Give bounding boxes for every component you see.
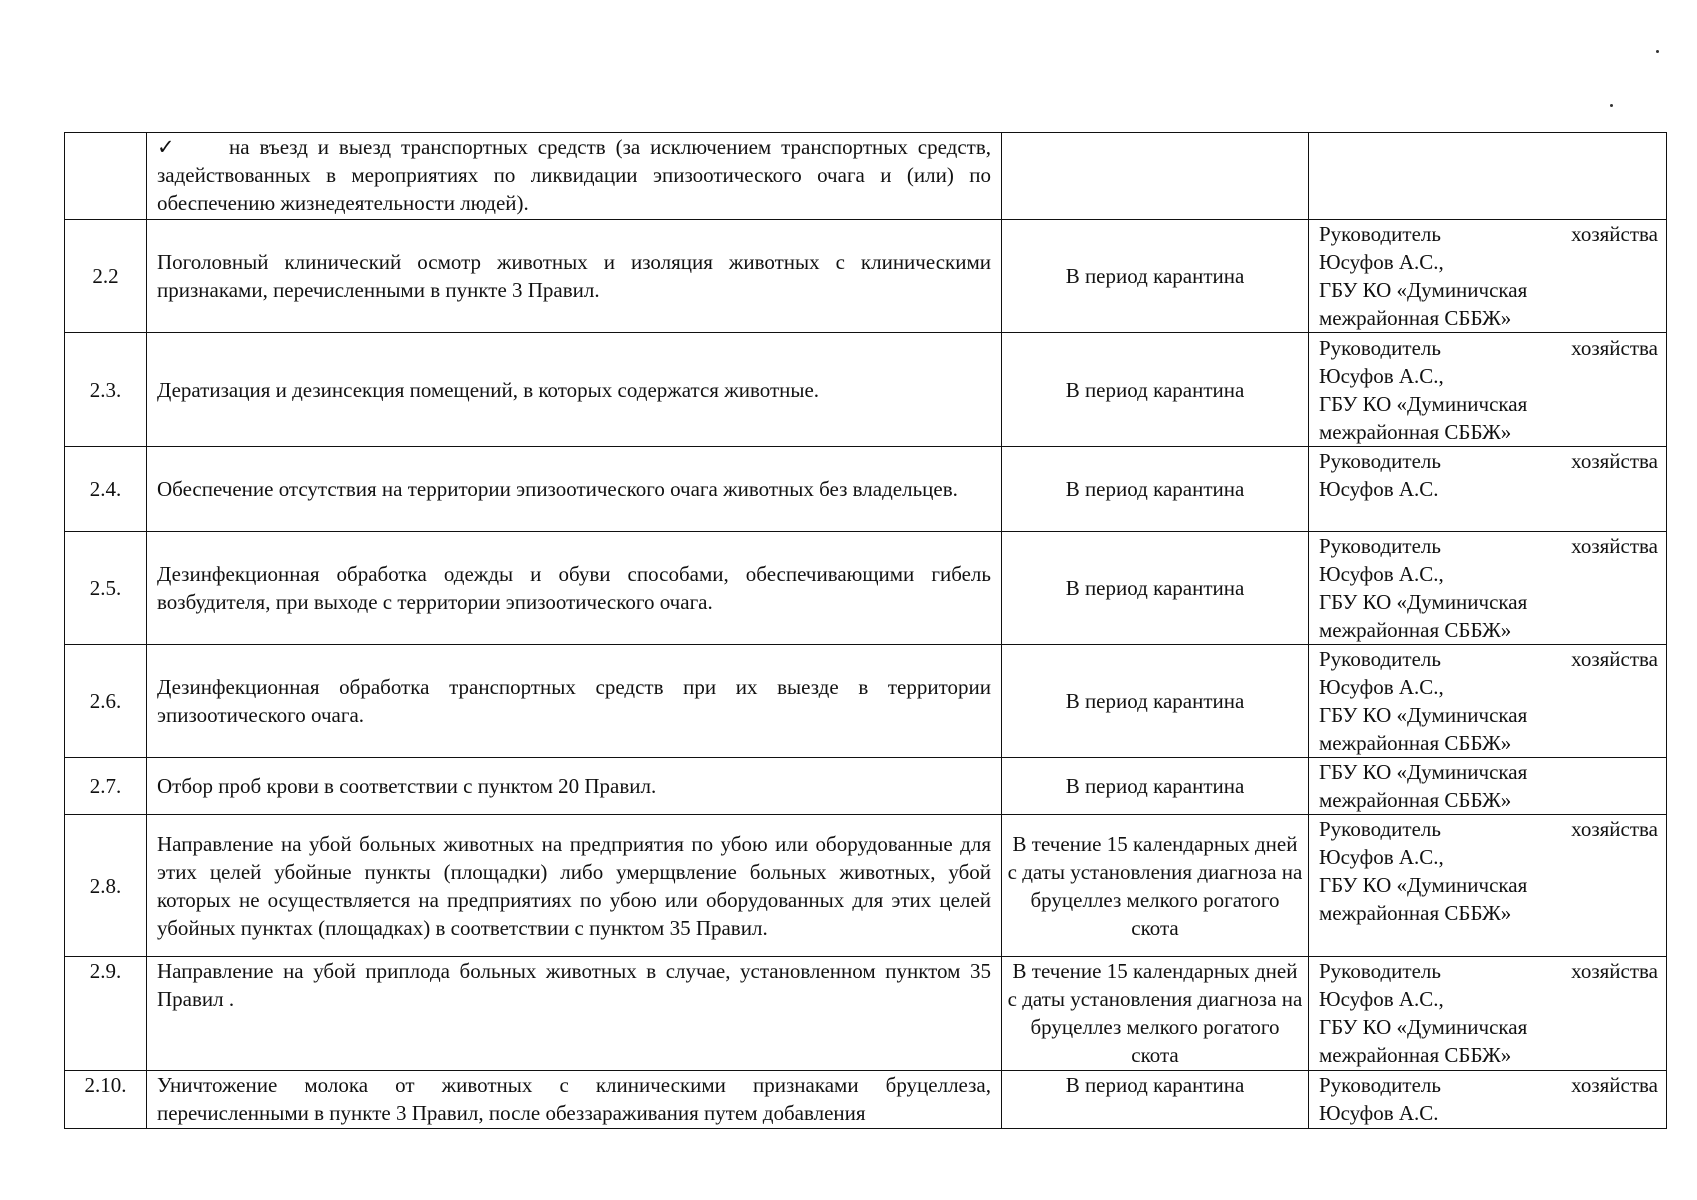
action-cell: Обеспечение отсутствия на территории эпизоотического очага животных без владельцев.	[147, 447, 1002, 532]
row-number: 2.7.	[65, 758, 147, 815]
responsible-line: ГБУ КО «Думиничская	[1319, 1015, 1528, 1039]
responsible-head: Руководитель хозяйства	[1319, 959, 1658, 983]
responsible-line: Юсуфов А.С.,	[1319, 675, 1444, 699]
responsible-head: Руководитель хозяйства	[1319, 222, 1658, 246]
responsible-cell	[1309, 532, 1667, 645]
responsible-cell	[1309, 815, 1667, 957]
responsible-line: ГБУ КО «Думиничская	[1319, 760, 1528, 784]
term-cell: В течение 15 календарных дней с даты установления диагноза на бруцеллез мелкого рогатого скота	[1002, 957, 1309, 1071]
row-number: 2.2	[65, 220, 147, 333]
responsible-line: межрайонная СББЖ»	[1319, 731, 1512, 755]
action-cell: Дератизация и дезинсекция помещений, в которых содержатся животные.	[147, 333, 1002, 447]
responsible-line: ГБУ КО «Думиничская	[1319, 703, 1528, 727]
term-cell: В период карантина	[1002, 333, 1309, 447]
responsible-line: Юсуфов А.С.,	[1319, 250, 1444, 274]
action-cell: Отбор проб крови в соответствии с пунктом 20 Правил.	[147, 758, 1002, 815]
table-row	[65, 645, 1667, 758]
responsible-cell	[1309, 333, 1667, 447]
responsible-cell	[1309, 447, 1667, 532]
responsible-cell	[1309, 758, 1667, 815]
checkmark-icon: ✓	[157, 135, 175, 159]
row-number	[65, 133, 147, 220]
responsible-cell	[1309, 645, 1667, 758]
responsible-cell	[1309, 1071, 1667, 1129]
action-cell: Дезинфекционная обработка одежды и обуви способами, обеспечивающими гибель возбудителя, при выходе с территории эпизоотического очага.	[147, 532, 1002, 645]
responsible-line: ГБУ КО «Думиничская	[1319, 873, 1528, 897]
term-cell: В период карантина	[1002, 645, 1309, 758]
table-row	[65, 220, 1667, 333]
table-row	[65, 957, 1667, 1071]
term-cell: В период карантина	[1002, 532, 1309, 645]
action-cell: Направление на убой приплода больных животных в случае, установленном пунктом 35 Правил .	[147, 957, 1002, 1071]
table-row	[65, 758, 1667, 815]
row-number: 2.5.	[65, 532, 147, 645]
responsible-line: Юсуфов А.С.	[1319, 1101, 1439, 1125]
responsible-cell	[1309, 133, 1667, 220]
responsible-line: ГБУ КО «Думиничская	[1319, 590, 1528, 614]
responsible-line: Юсуфов А.С.,	[1319, 845, 1444, 869]
term-cell: В период карантина	[1002, 447, 1309, 532]
table-row	[65, 333, 1667, 447]
row-number: 2.8.	[65, 815, 147, 957]
responsible-head: Руководитель хозяйства	[1319, 534, 1658, 558]
responsible-line: межрайонная СББЖ»	[1319, 306, 1512, 330]
term-cell	[1002, 133, 1309, 220]
responsible-line: Юсуфов А.С.	[1319, 477, 1439, 501]
responsible-head: Руководитель хозяйства	[1319, 647, 1658, 671]
table-row	[65, 1071, 1667, 1129]
responsible-head: Руководитель хозяйства	[1319, 1073, 1658, 1097]
row-number: 2.6.	[65, 645, 147, 758]
action-cell: Поголовный клинический осмотр животных и изоляция животных с клиническими признаками, перечисленными в пункте 3 Правил.	[147, 220, 1002, 333]
action-cell: Направление на убой больных животных на предприятия по убою или оборудованные для этих целей убойные пункты (площадки) либо умерщвление больных животных, убой которых не осуществляется на предприятиях по убою или оборудованных для этих целей убойных пунктах (площадках) в соответствии с пунктом 35 Правил.	[147, 815, 1002, 957]
term-cell: В период карантина	[1002, 220, 1309, 333]
table-row	[65, 815, 1667, 957]
row-number: 2.10.	[65, 1071, 147, 1129]
responsible-line: Юсуфов А.С.,	[1319, 987, 1444, 1011]
term-cell: В период карантина	[1002, 758, 1309, 815]
row-number: 2.9.	[65, 957, 147, 1071]
responsible-head: Руководитель хозяйства	[1319, 449, 1658, 473]
term-cell: В течение 15 календарных дней с даты установления диагноза на бруцеллез мелкого рогатого скота	[1002, 815, 1309, 957]
responsible-line: Юсуфов А.С.,	[1319, 562, 1444, 586]
responsible-line: межрайонная СББЖ»	[1319, 901, 1512, 925]
table-row	[65, 133, 1667, 220]
responsible-head: Руководитель хозяйства	[1319, 335, 1658, 360]
responsible-cell	[1309, 220, 1667, 333]
table-row	[65, 447, 1667, 532]
responsible-line: межрайонная СББЖ»	[1319, 618, 1512, 642]
action-cell: Уничтожение молока от животных с клиническими признаками бруцеллеза, перечисленными в пункте 3 Правил, после обеззараживания путем добавления	[147, 1071, 1002, 1129]
action-text: на въезд и выезд транспортных средств (за исключением транспортных средств, задействованных в мероприятиях по ликвидации эпизоотического очага и (или) по обеспечению жизнедеятельности людей).	[157, 135, 991, 215]
responsible-line: ГБУ КО «Думиничская	[1319, 278, 1528, 302]
scan-speck-top-right	[1656, 50, 1659, 53]
action-cell	[147, 133, 1002, 220]
responsible-line: межрайонная СББЖ»	[1319, 419, 1512, 444]
row-number: 2.4.	[65, 447, 147, 532]
responsible-head: Руководитель хозяйства	[1319, 817, 1658, 841]
measures-table	[64, 132, 1667, 1129]
responsible-line: межрайонная СББЖ»	[1319, 788, 1512, 812]
responsible-line: Юсуфов А.С.,	[1319, 363, 1444, 388]
scan-speck-right	[1610, 104, 1613, 107]
table-row	[65, 532, 1667, 645]
responsible-line: ГБУ КО «Думиничская	[1319, 391, 1528, 416]
responsible-line: межрайонная СББЖ»	[1319, 1043, 1512, 1067]
action-cell: Дезинфекционная обработка транспортных средств при их выезде в территории эпизоотического очага.	[147, 645, 1002, 758]
responsible-cell	[1309, 957, 1667, 1071]
term-cell: В период карантина	[1002, 1071, 1309, 1129]
row-number: 2.3.	[65, 333, 147, 447]
